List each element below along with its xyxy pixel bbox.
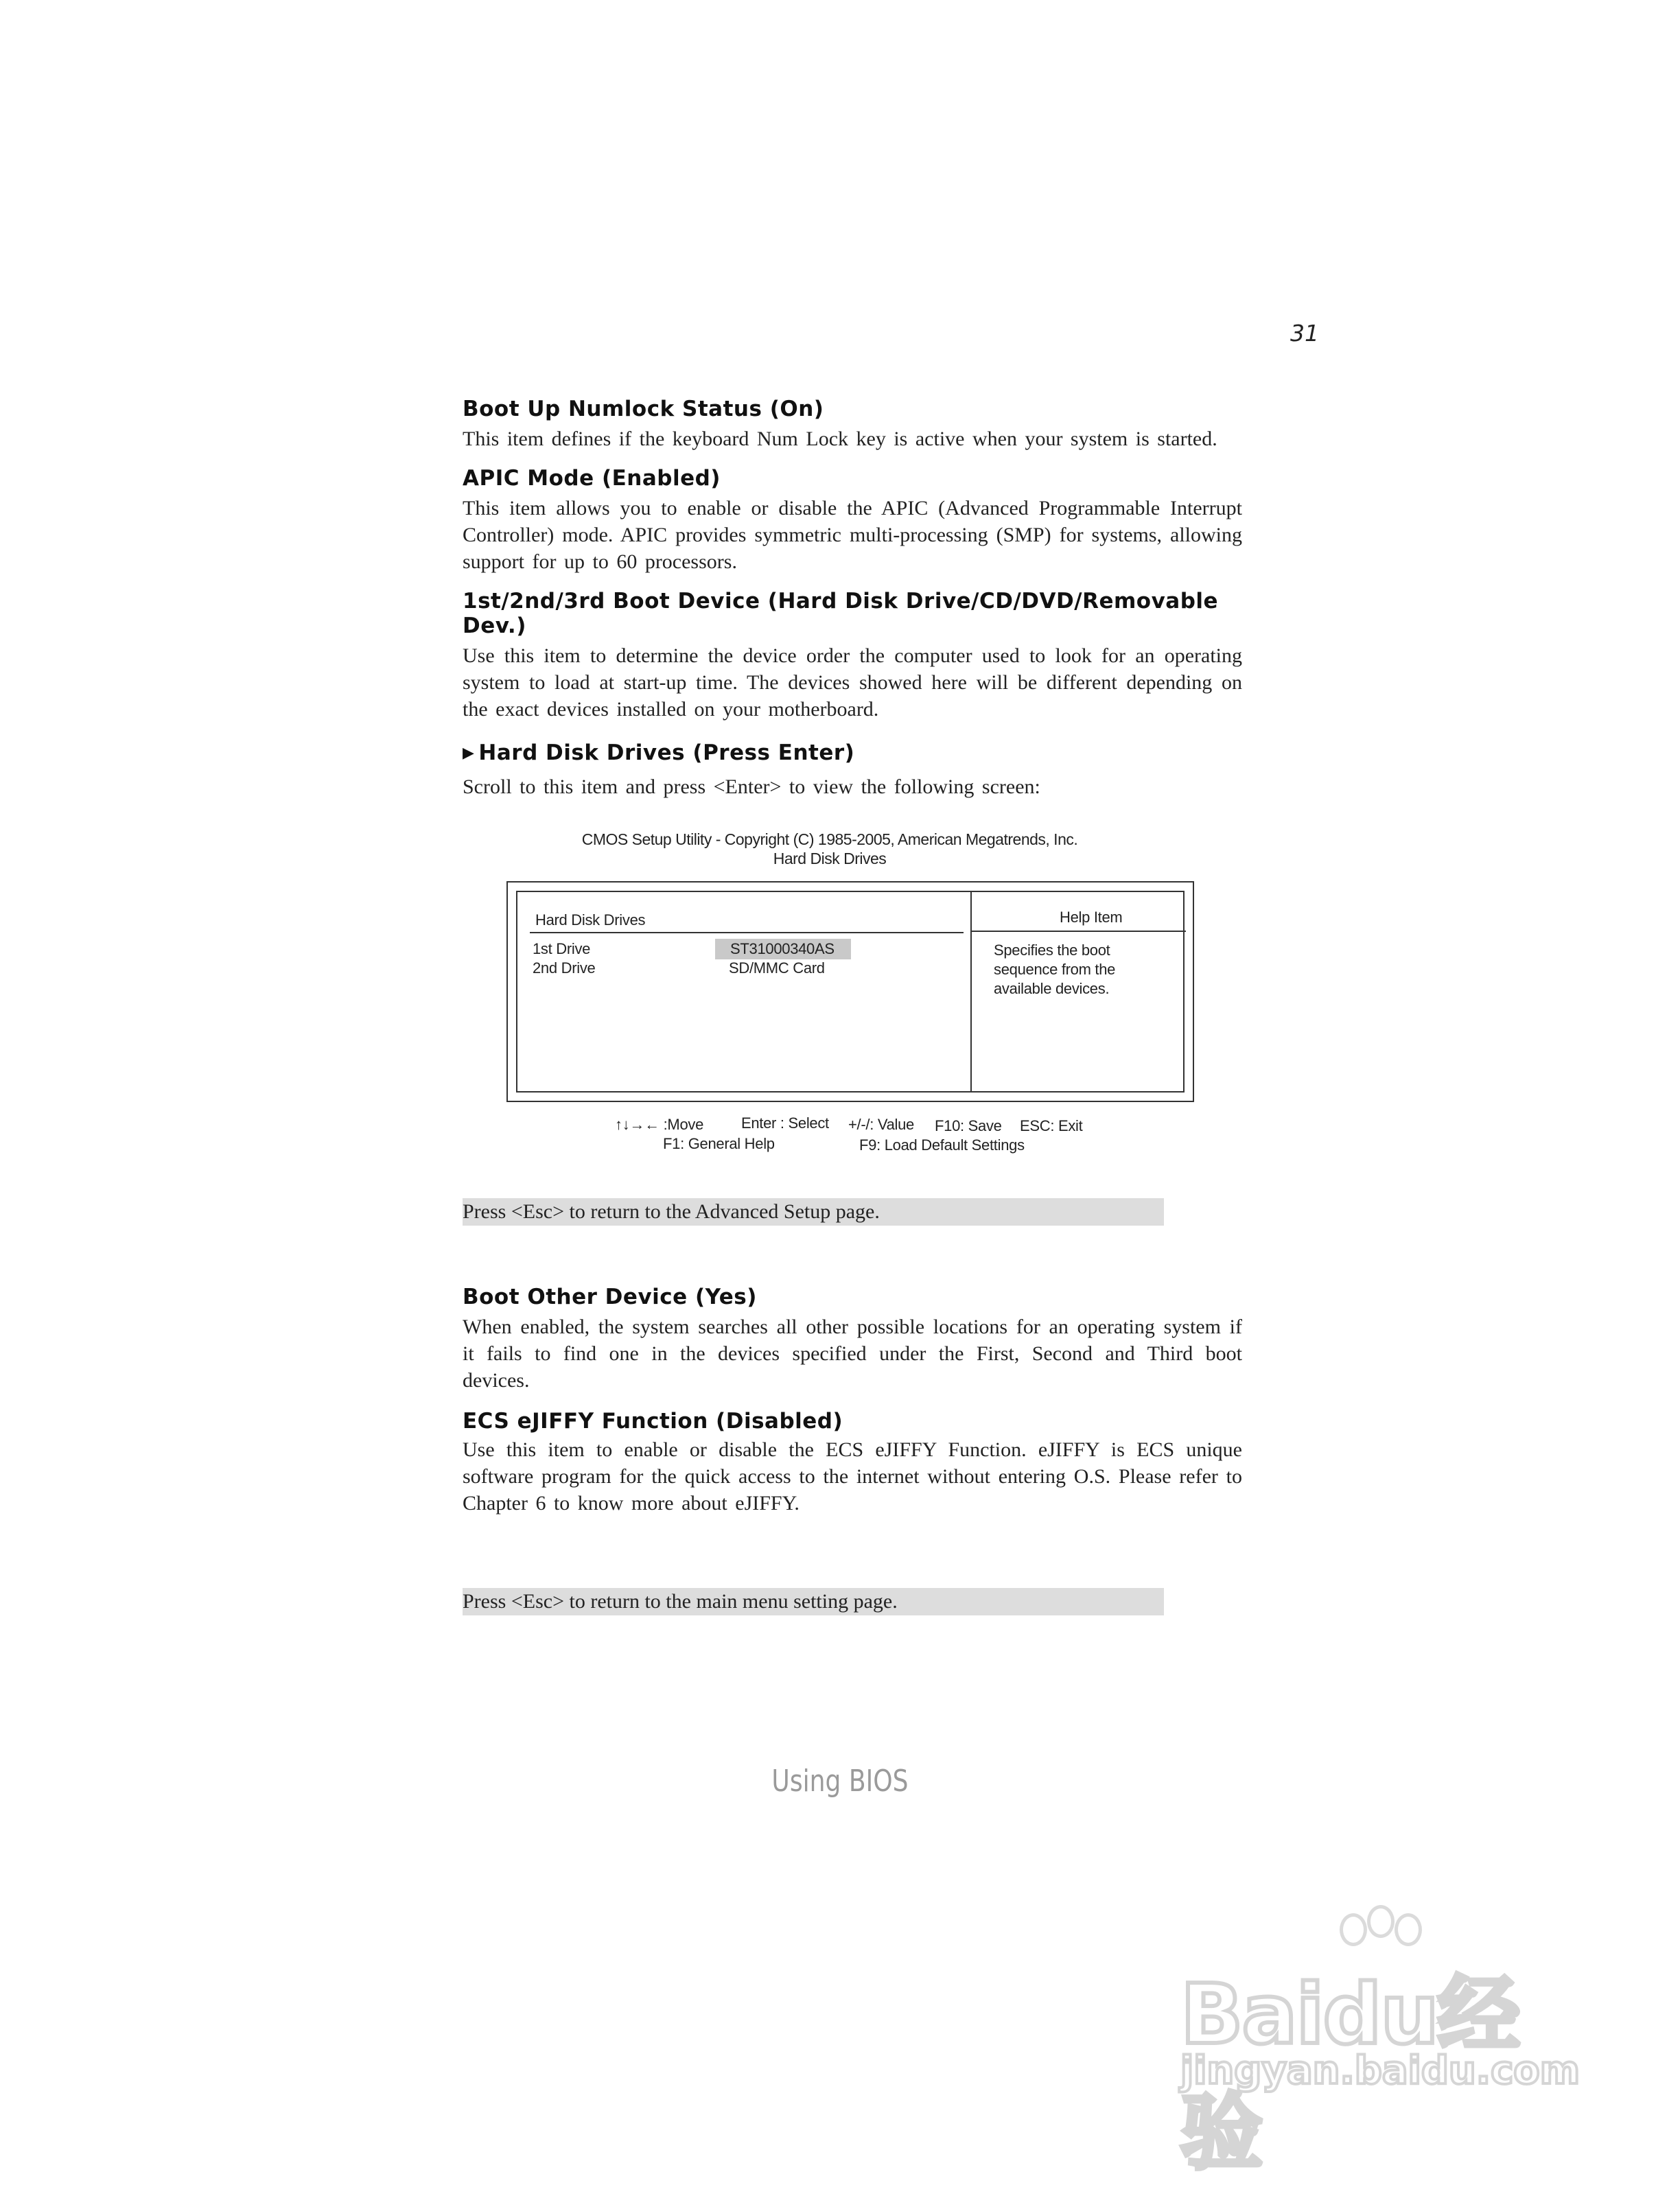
arrow-keys-icon: ↑↓→←	[615, 1116, 660, 1133]
page-number: 31	[1290, 320, 1319, 347]
bios-help-line-1: Specifies the boot	[994, 942, 1110, 959]
bios-help-rule	[972, 931, 1186, 932]
bios-screen-inner	[516, 891, 1185, 1092]
triangle-right-icon: ▶	[463, 745, 475, 762]
lower-content	[463, 1285, 1242, 1517]
note-return-advanced: Press <Esc> to return to the Advanced Setup page.	[463, 1198, 1164, 1226]
main-content	[463, 397, 1242, 800]
bios-help-line-3: available devices.	[994, 980, 1110, 997]
section-heading-ejiffy: ECS eJIFFY Function (Disabled)	[463, 1409, 843, 1434]
bios-key-enter: Enter : Select	[741, 1114, 829, 1132]
bios-row-label-1: 1st Drive	[533, 940, 591, 957]
bios-key-defaults: F9: Load Default Settings	[859, 1136, 1025, 1154]
section-body-boot-device: Use this item to determine the device order the computer used to look for an operating system to load at start-up time. The devices showed here will be different depending on the exact devices installed on your motherboard.	[463, 644, 1242, 721]
bios-key-help: F1: General Help	[663, 1135, 775, 1152]
bios-key-exit: ESC: Exit	[1020, 1117, 1083, 1134]
bios-caption-copyright: CMOS Setup Utility - Copyright (C) 1985-2005, American Megatrends, Inc.	[581, 830, 1078, 848]
bios-caption-title: Hard Disk Drives	[773, 850, 887, 867]
bios-panel-rule	[530, 932, 964, 933]
section-heading-hdd-text: Hard Disk Drives (Press Enter)	[478, 740, 855, 765]
bios-key-save: F10: Save	[935, 1117, 1002, 1134]
paw-toe-icon	[1395, 1913, 1422, 1946]
watermark-main-text: Baidu经验	[1180, 1967, 1519, 2181]
bios-panel-divider	[970, 892, 972, 1091]
section-heading-apic: APIC Mode (Enabled)	[463, 466, 721, 491]
section-body-hdd: Scroll to this item and press <Enter> to view the following screen:	[463, 775, 1040, 798]
bios-row-value-1[interactable]: ST31000340AS	[730, 940, 835, 957]
section-heading-numlock: Boot Up Numlock Status (On)	[463, 397, 824, 421]
baidu-watermark	[1180, 1901, 1580, 2181]
section-heading-boot-device: 1st/2nd/3rd Boot Device (Hard Disk Drive/CD/DVD/Removable Dev.)	[463, 589, 1219, 638]
bios-panel-title: Hard Disk Drives	[535, 911, 646, 928]
section-heading-hdd	[463, 740, 1242, 765]
section-body-numlock: This item defines if the keyboard Num Lock key is active when your system is started.	[463, 428, 1217, 450]
section-body-ejiffy: Use this item to enable or disable the ECS eJIFFY Function. eJIFFY is ECS unique software program for the quick access to the internet without entering O.S. Please refer to Chapter 6 to know more about eJIFFY.	[463, 1438, 1242, 1515]
page-footer-title: Using BIOS	[771, 1764, 909, 1799]
bios-row-value-2[interactable]: SD/MMC Card	[729, 959, 825, 977]
bios-help-title: Help Item	[1060, 909, 1123, 926]
bios-key-move-label: :Move	[663, 1116, 704, 1133]
section-heading-boot-other: Boot Other Device (Yes)	[463, 1285, 757, 1309]
bios-row-label-2: 2nd Drive	[533, 959, 596, 977]
bios-key-value: +/-/: Value	[848, 1116, 914, 1133]
bios-key-move	[615, 1116, 703, 1134]
section-body-apic: This item allows you to enable or disable the APIC (Advanced Programmable Interrupt Controller) mode. APIC provides symmetric multi-processing (SMP) for systems, allowing support for up to 60 processors.	[463, 497, 1242, 573]
note-return-main: Press <Esc> to return to the main menu setting page.	[463, 1588, 1164, 1615]
bios-help-line-2: sequence from the	[994, 961, 1116, 978]
watermark-sub-text: jingyan.baidu.com	[1180, 2048, 1580, 2093]
section-body-boot-other: When enabled, the system searches all other possible locations for an operating system if it fails to find one in the devices specified under the First, Second and Third boot devices.	[463, 1316, 1242, 1392]
bios-screen	[506, 881, 1194, 1102]
paw-icon	[1340, 1913, 1367, 1946]
paw-toe-icon	[1367, 1905, 1395, 1938]
